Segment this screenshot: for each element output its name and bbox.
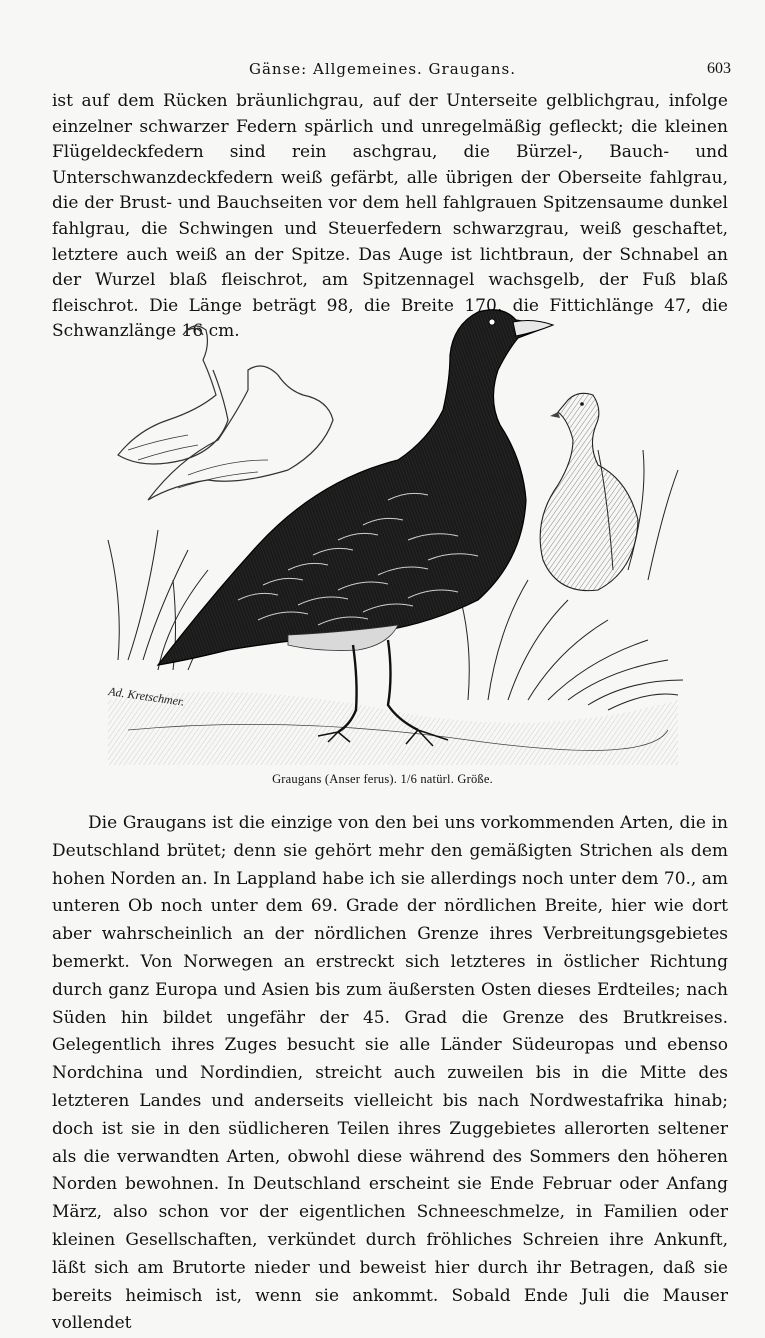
running-head: Gänse: Allgemeines. Graugans. (249, 60, 516, 78)
goose-illustration (88, 300, 688, 765)
engraving-svg (88, 300, 688, 765)
page-number: 603 (707, 60, 731, 77)
graugans-main (158, 310, 553, 746)
paragraph-bottom: Die Graugans ist die einzige von den bei uns vorkommenden Arten, die in Deutschland brütet; denn sie gehört mehr den gemäßigten Strichen als dem hohen Norden an. In Lappland habe ich sie allerdings noch unter dem 70., am unteren Ob noch unter dem 69. Grade der nördlichen Breite, hier wie dort aber wahrscheinlich an der nördlichen Grenze ihres Verbreitungsgebietes bemerkt. Von Norwegen an erstreckt sich letzteres in östlicher Richtung durch ganz Europa und Asien bis zum äußersten Osten dieses Erdteiles; nach Süden hin bildet ungefähr der 45. Grad die Grenze des Brutkreises. Gelegentlich ihres Zuges besucht sie alle Länder Südeuropas und ebenso Nordchina und Nordindien, streicht auch zuweilen bis in die Mitte des letzteren Landes und anderseits vielleicht bis nach Nordwestafrika hinab; doch ist sie in den südlicheren Teilen ihres Zuggebietes allerorten seltener als die verwandten Arten, obwohl diese während des Sommers den höheren Norden bewohnen. In Deutschland erscheint sie Ende Februar oder Anfang März, also schon vor der eigentlichen Schneeschmelze, in Familien oder kleinen Gesellschaften, verkündet durch fröhliches Schreien ihre Ankunft, läßt sich am Brutorte nieder und beweist hier durch ihr Betragen, daß sie bereits heimisch ist, wenn sie ankommt. Sobald Ende Juli die Mauser vollendet (52, 813, 728, 1334)
artist-signature: Ad. Kretschmer. (107, 684, 186, 709)
figure-caption: Graugans (Anser ferus). 1/6 natürl. Größe. (272, 772, 493, 786)
ground (108, 692, 678, 765)
paragraph-top: ist auf dem Rücken bräunlichgrau, auf der Unterseite gelblichgrau, infolge einzelner schwarzer Federn spärlich und unregelmäßig gefleckt; die kleinen Flügeldeckfedern sind rein aschgrau, die Bürzel-, Bauch- und Unterschwanzdeckfedern weiß gefärbt, alle übrigen der Oberseite fahlgrau, die der Brust- und Bauchseiten vor dem hell fahlgrauen Spitzensaume dunkel fahlgrau, die Schwingen und Steuerfedern schwarzgrau, weiß geschaftet, letztere auch weiß an der Spitze. Das Auge ist lichtbraun, der Schnabel an der Wurzel blaß fleischrot, am Spitzennagel wachsgelb, der Fuß blaß fleischrot. Die Länge beträgt 98, die Breite 170, die Fittichlänge 47, die Schwanzlänge 16 cm. (52, 91, 728, 342)
background-goose-middle (148, 366, 333, 500)
background-goose-right (540, 393, 638, 590)
